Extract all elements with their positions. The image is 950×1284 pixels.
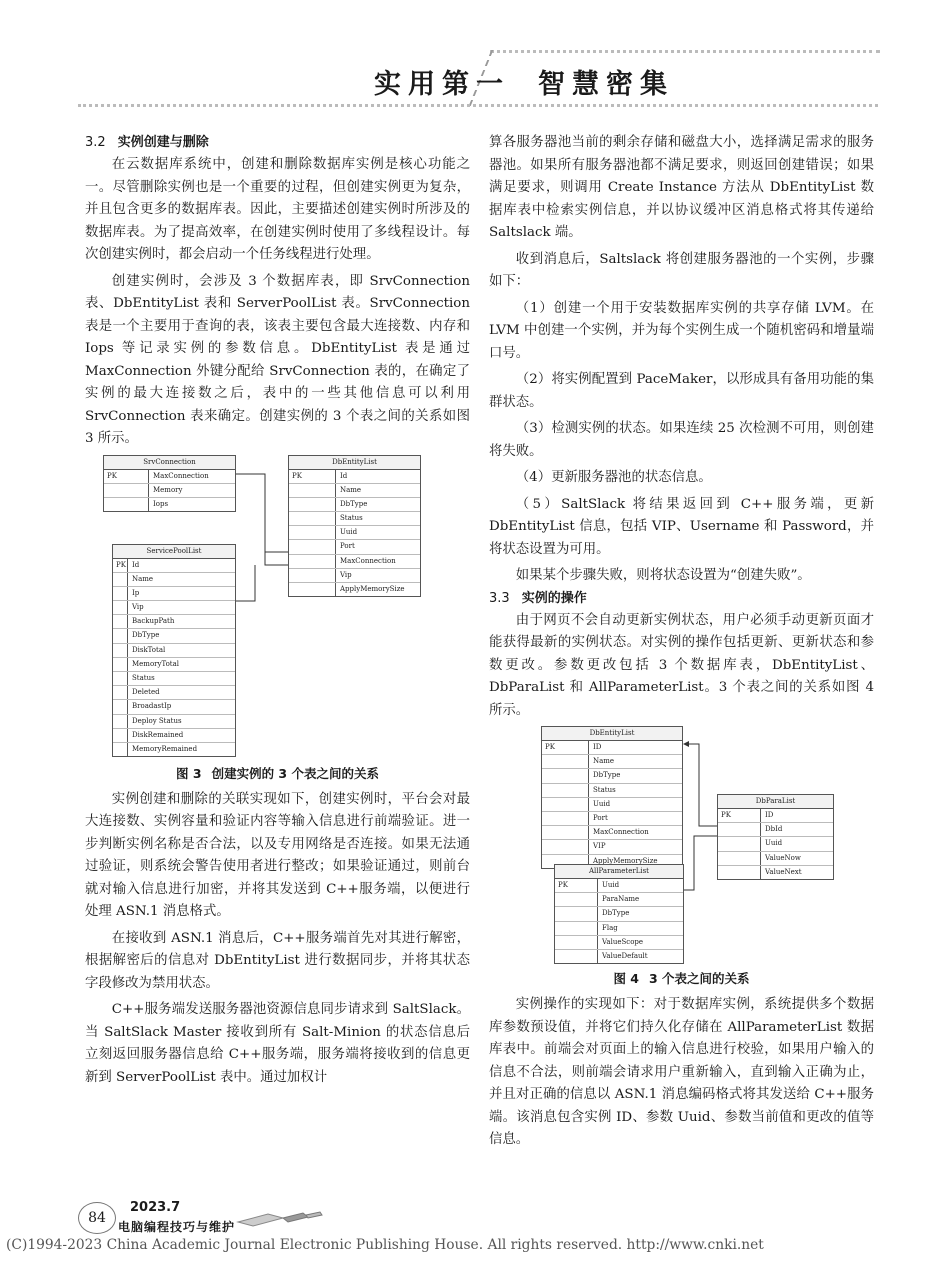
table-dbentitylist: [288, 455, 421, 598]
paragraph: C++服务端发送服务器池资源信息同步请求到 SaltSlack。当 SaltSlack Master 接收到所有 Salt-Minion 的状态信息后立刻返回服务器信息给 C++服务端，服务端将接收到的信息更新到 ServerPoolList 表中。通过加权计: [85, 1002, 470, 1085]
field: Memory: [153, 485, 183, 494]
section-number: 3.2: [85, 135, 106, 150]
step-item: （5）SaltSlack 将结果返回到 C++服务端，更新 DbEntityList 信息，包括 VIP、Username 和 Password，并将状态设置为可用。: [489, 496, 874, 557]
field: VIP: [593, 842, 606, 851]
field: DbId: [765, 825, 783, 834]
field: Name: [593, 757, 615, 766]
field: Uuid: [602, 881, 620, 889]
header-dotted-line-top: [490, 50, 880, 53]
table-title: AllParameterList: [555, 865, 683, 879]
figure-4-caption: [489, 968, 874, 990]
pk-label: PK: [116, 560, 126, 569]
field: Port: [593, 813, 608, 822]
field: Id: [132, 560, 140, 569]
field: Name: [132, 574, 154, 583]
issue-date: 2023.7: [130, 1200, 181, 1215]
header-title: [374, 62, 674, 101]
header-dotted-line: [78, 104, 878, 107]
step-item: （3）检测实例的状态。如果连续 25 次检测不可用，则创建将失败。: [489, 421, 874, 459]
field: ApplyMemorySize: [593, 856, 658, 865]
field: Uuid: [765, 839, 783, 848]
figure-3-caption: [85, 763, 470, 785]
field: Deleted: [132, 688, 160, 697]
field: ParaName: [602, 895, 640, 904]
field: BroadastIp: [132, 702, 172, 711]
paragraph: 在接收到 ASN.1 消息后，C++服务端首先对其进行解密，根据解密后的信息对 DbEntityList 进行数据同步，并将其状态字段修改为禁用状态。: [85, 930, 470, 991]
field: Id: [340, 471, 348, 480]
table-dbparalist: [717, 794, 834, 880]
section-number: 3.3: [489, 590, 510, 606]
figure-caption-text: 创建实例的 3 个表之间的关系: [211, 765, 379, 781]
pk-label: PK: [545, 743, 555, 751]
figure-number: 图 3: [176, 765, 202, 781]
field: Vip: [132, 603, 144, 612]
field: Status: [593, 785, 616, 794]
field: Deploy Status: [132, 716, 182, 725]
header-title-right: 智慧密集: [538, 69, 674, 100]
step-item: （2）将实例配置到 PaceMaker，以形成具有备用功能的集群状态。: [489, 372, 874, 410]
section-heading-3-2: [85, 132, 470, 154]
field: Status: [340, 514, 363, 523]
figure-3-diagram: [85, 455, 470, 761]
table-title: DbEntityList: [542, 727, 682, 741]
field: DbType: [593, 771, 621, 780]
paragraph: 由于网页不会自动更新实例状态，用户必须手动更新页面才能获得最新的实例状态。对实例的操作包括更新、更新状态和参数更改。参数更改包括 3 个数据库表，DbEntityList、DbParaList 和 AllParameterList。3 个表之间的关系如图 4 所示。: [489, 612, 874, 718]
field: Port: [340, 542, 355, 551]
section-heading-3-3: [489, 588, 874, 610]
paragraph: 实例创建和删除的关联实现如下，创建实例时，平台会对最大连接数、实例容量和验证内容等输入信息进行前端验证。进一步判断实例名称是否合法，以及专用网络是否连接。如果无法通过验证，则系统会警告使用者进行整改；如果验证通过，则前台就对输入信息进行加密，并将其发送到 C++服务端，以便进行处理 ASN.1 消息格式。: [85, 791, 470, 919]
field: MemoryTotal: [132, 659, 180, 668]
section-title: 实例的操作: [521, 590, 587, 606]
copyright-notice: (C)1994-2023 China Academic Journal Electronic Publishing House. All rights reserved. http://www.cnki.net: [6, 1237, 764, 1253]
table-serverpoollist: [112, 544, 236, 758]
field: Vip: [340, 570, 352, 579]
field: ValueNext: [765, 867, 802, 876]
field: Status: [132, 674, 155, 682]
field: Flag: [602, 923, 618, 932]
figure-number: 图 4: [613, 971, 639, 986]
field: Name: [340, 485, 362, 494]
figure-4-diagram: [489, 726, 874, 966]
field: MaxConnection: [340, 556, 396, 565]
field: MaxConnection: [153, 471, 209, 480]
table-title: DbEntityList: [289, 456, 420, 470]
fk-link-serverpool-vip: [234, 565, 255, 601]
left-column: [85, 132, 470, 1089]
field: ID: [593, 743, 602, 751]
page-footer: [78, 1200, 298, 1234]
field: Uuid: [340, 528, 358, 537]
field: ID: [765, 811, 774, 819]
table-dbentitylist: [541, 726, 683, 869]
table-allparameterlist: [554, 864, 684, 964]
field: MemoryRemained: [132, 744, 198, 753]
field: DiskRemained: [132, 730, 184, 739]
field: ApplyMemorySize: [340, 585, 405, 593]
field: ValueScope: [602, 937, 644, 946]
table-title: SrvConnection: [104, 456, 235, 470]
field: Iops: [153, 499, 169, 508]
pk-label: PK: [107, 471, 117, 480]
field: MaxConnection: [593, 828, 649, 837]
header-title-left: 实用第一: [374, 69, 510, 100]
paragraph: 在云数据库系统中，创建和删除数据库实例是核心功能之一。尽管删除实例也是一个重要的过程，但创建实例更为复杂，并且包含更多的数据库表。因此，主要描述创建实例时所涉及的数据库表。为了提高效率，在创建实例时使用了多线程设计。每次创建实例时，都会启动一个任务线程进行处理。: [85, 157, 470, 262]
field: ValueNow: [765, 853, 801, 862]
table-title: ServicePoolList: [113, 545, 235, 559]
paragraph: 如果某个步骤失败，则将状态设置为“创建失败”。: [515, 568, 811, 583]
paragraph: 收到消息后，Saltslack 将创建服务器池的一个实例，步骤如下：: [489, 251, 874, 289]
right-column: [489, 132, 874, 1152]
field: DbType: [132, 631, 160, 640]
field: DbType: [602, 909, 630, 918]
field: Uuid: [593, 799, 611, 808]
paragraph: 实例操作的实现如下：对于数据库实例，系统提供多个数据库参数预设值，并将它们持久化存储在 AllParameterList 数据库表中。前端会对页面上的输入信息进行校验，如果用户输入的信息不合法，则前端会请求用户重新输入，直到输入正确为止，并且对正确的信息以 ASN.1 消息编码格式将其发送给 C++服务端。该消息包含实例 ID、参数 Uuid、参数当前值和更改的值等信息。: [489, 997, 874, 1147]
pk-label: PK: [558, 881, 568, 889]
table-srvconnection: [103, 455, 236, 513]
table-title: DbParaList: [718, 795, 833, 809]
figure-caption-text: 3 个表之间的关系: [649, 971, 750, 986]
section-title: 实例创建与删除: [117, 135, 209, 150]
paragraph: 算各服务器池当前的剩余存储和磁盘大小，选择满足需求的服务器池。如果所有服务器池都不满足要求，则返回创建错误；如果满足要求，则调用 Create Instance 方法从 DbEntityList 数据库表中检索实例信息，并以协议缓冲区消息格式将其传递给 Saltslack 端。: [489, 135, 874, 240]
usb-plug-icon: [228, 1204, 328, 1230]
field: DbType: [340, 499, 368, 508]
field: ValueDefault: [602, 951, 648, 960]
journal-name: 电脑编程技巧与维护: [118, 1220, 236, 1234]
page-header: [78, 40, 878, 110]
pk-label: PK: [292, 471, 302, 480]
step-item: （1）创建一个用于安装数据库实例的共享存储 LVM。在 LVM 中创建一个实例，并为每个实例生成一个随机密码和增量端口号。: [489, 300, 874, 361]
field: BackupPath: [132, 617, 175, 626]
paragraph: 创建实例时，会涉及 3 个数据库表，即 SrvConnection 表、DbEntityList 表和 ServerPoolList 表。SrvConnection 表是一个主要用于查询的表，该表主要包含最大连接数、内存和 Iops 等记录实例的参数信息。DbEntityList 表是通过 MaxConnection 外键分配给 SrvConnection 表的，在确定了实例的最大连接数之后，表中的一些其他信息可以利用 SrvConnection 表来确定。创建实例的 3 个表之间的关系如图 3 所示。: [85, 273, 470, 446]
pk-label: PK: [721, 811, 731, 819]
step-item: （4）更新服务器池的状态信息。: [515, 470, 712, 485]
field: Ip: [132, 588, 140, 597]
page-number: 84: [78, 1202, 116, 1234]
field: DiskTotal: [132, 645, 166, 654]
